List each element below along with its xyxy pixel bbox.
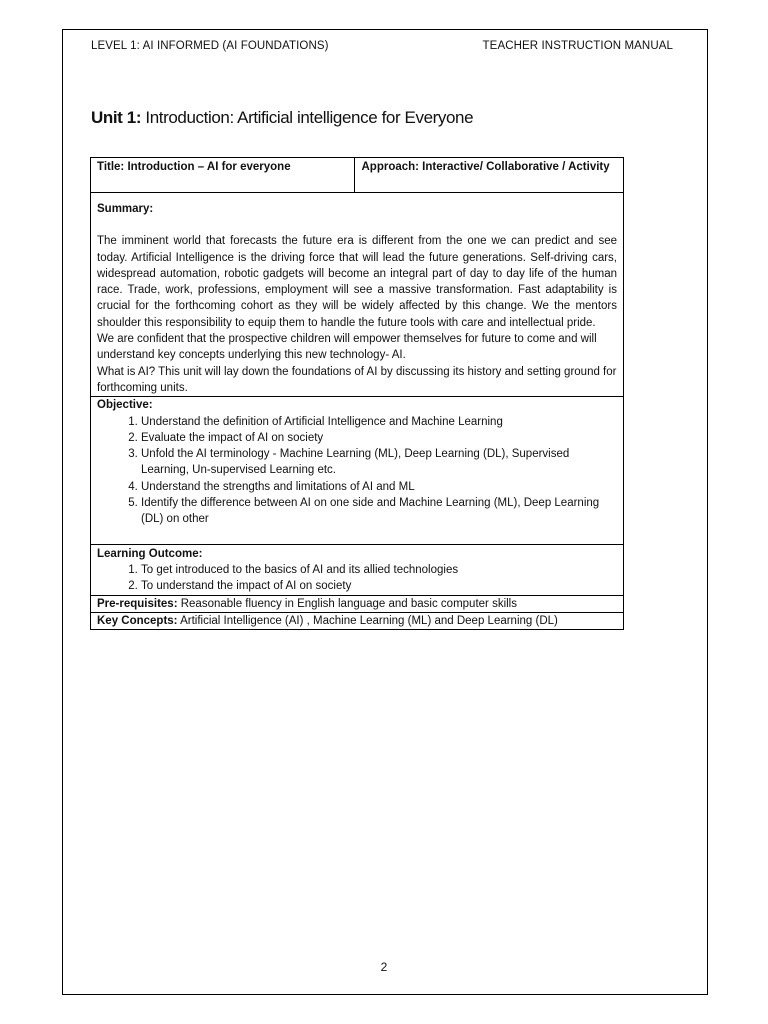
list-item: 2. Evaluate the impact of AI on society — [141, 430, 617, 446]
list-item: 2. To understand the impact of AI on society — [141, 578, 617, 594]
prerequisites-cell — [91, 595, 624, 612]
objective-label: Objective: — [97, 399, 153, 412]
title-row — [91, 158, 624, 193]
list-item: 4. Understand the strengths and limitations of AI and ML — [141, 479, 617, 495]
list-item: 1. Understand the definition of Artificial Intelligence and Machine Learning — [141, 414, 617, 430]
key-concepts-text: Artificial Intelligence (AI) , Machine Learning (ML) and Deep Learning (DL) — [177, 614, 558, 627]
lesson-plan-table — [90, 157, 624, 630]
summary-paragraph: The imminent world that forecasts the future era is different from the one we can predict and see today. Artificial Intelligence is the driving force that will lead the future generations. Self-driving cars, widespread automation, robotic gadgets will become an integral part of day to day life of the human race. Trade, work, professions, employment will see a massive transformation. Fast adaptability is crucial for the forthcoming cohort as they will be widely affected by this change. We the mentors shoulder this responsibility to equip them to handle the future tools with care and intellectual pride. — [97, 235, 617, 329]
learning-outcome-cell — [91, 544, 624, 595]
objective-row — [91, 397, 624, 544]
unit-heading — [91, 108, 473, 128]
running-header-left: LEVEL 1: AI INFORMED (AI FOUNDATIONS) — [91, 40, 329, 52]
title-cell: Title: Introduction – AI for everyone — [91, 158, 355, 193]
learning-outcome-list — [97, 562, 617, 595]
list-item: 3. Unfold the AI terminology - Machine Learning (ML), Deep Learning (DL), Supervised Learning, Un-supervised Learning etc. — [141, 446, 617, 479]
summary-row — [91, 193, 624, 397]
prerequisites-row — [91, 595, 624, 612]
list-item: 1. To get introduced to the basics of AI and its allied technologies — [141, 562, 617, 578]
page-number: 2 — [380, 960, 388, 974]
objective-cell — [91, 397, 624, 544]
prerequisites-label: Pre-requisites: — [97, 597, 178, 610]
summary-label: Summary: — [97, 203, 154, 215]
summary-line-what-is-ai: What is AI? This unit will lay down the foundations of AI by discussing its history and setting ground for forthcoming units. — [97, 365, 617, 394]
list-item: 5. Identify the difference between AI on one side and Machine Learning (ML), Deep Learning (DL) on other — [141, 495, 617, 528]
unit-number-label: Unit 1: — [91, 108, 142, 127]
learning-outcome-row — [91, 544, 624, 595]
approach-cell: Approach: Interactive/ Collaborative / Activity — [355, 158, 624, 193]
prerequisites-text: Reasonable fluency in English language and basic computer skills — [177, 597, 517, 610]
learning-outcome-label: Learning Outcome: — [97, 547, 203, 560]
summary-cell — [91, 193, 624, 397]
unit-title-text: Introduction: Artificial intelligence for Everyone — [141, 108, 474, 127]
key-concepts-label: Key Concepts: — [97, 614, 178, 627]
key-concepts-cell — [91, 612, 624, 629]
running-header-right: TEACHER INSTRUCTION MANUAL — [482, 40, 673, 52]
key-concepts-row — [91, 612, 624, 629]
objective-list — [97, 414, 617, 528]
summary-line-confidence: We are confident that the prospective children will empower themselves for future to come and will understand key concepts underlying this new technology- AI. — [97, 333, 597, 362]
